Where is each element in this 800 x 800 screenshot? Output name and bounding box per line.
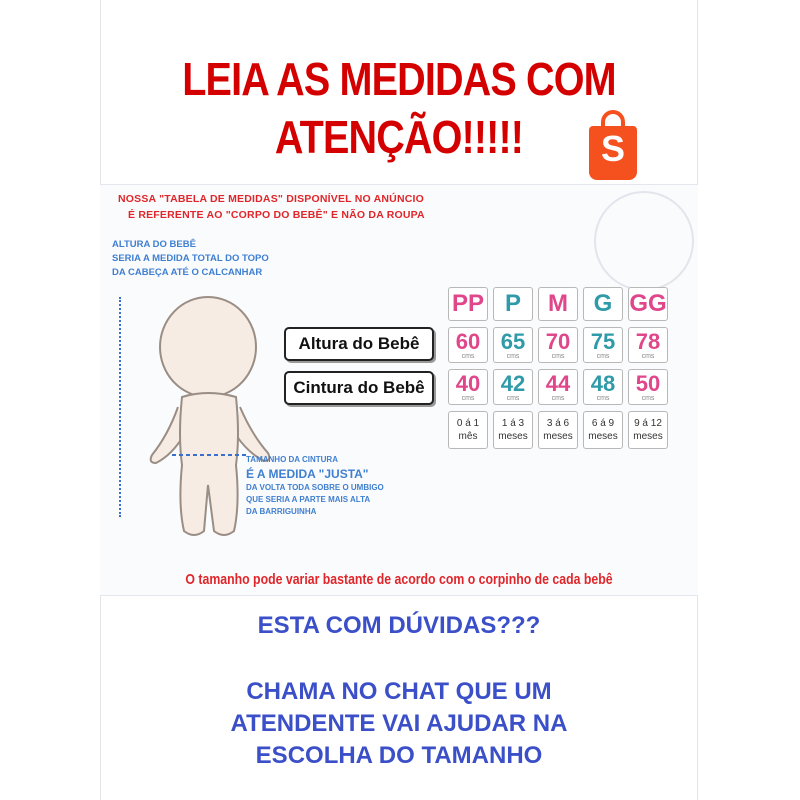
altura-number: 78 <box>635 329 661 354</box>
logo-letter: S <box>600 128 625 169</box>
size-label-p: P <box>493 287 533 321</box>
cintura-note-line-1: DA VOLTA TODA SOBRE O UMBIGO <box>246 483 384 492</box>
cintura-note-line-2: QUE SERIA A PARTE MAIS ALTA <box>246 495 371 504</box>
altura-value-p <box>493 327 533 363</box>
unit-label: cms <box>551 353 565 360</box>
top-note-line-2: É REFERENTE AO "CORPO DO BEBÊ" E NÃO DA ROUPA <box>128 209 425 221</box>
altura-note-line-3: DA CABEÇA ATÉ O CALCANHAR <box>112 267 263 278</box>
row-label-altura: Altura do Bebê <box>284 327 434 361</box>
age-line-1: 0 á 1 <box>456 418 480 429</box>
watermark-seal <box>594 191 694 291</box>
size-label-pp: PP <box>448 287 488 321</box>
age-line-1: 3 á 6 <box>546 418 570 429</box>
unit-label: cms <box>551 395 565 402</box>
age-range-pp <box>448 411 488 449</box>
cintura-value-pp <box>448 369 488 405</box>
cintura-note-title: TAMANHO DA CINTURA <box>246 455 338 464</box>
age-line-1: 1 á 3 <box>501 418 525 429</box>
unit-label: cms <box>641 395 655 402</box>
altura-number: 75 <box>590 329 616 354</box>
age-line-1: 9 á 12 <box>634 418 662 429</box>
altura-value-gg <box>628 327 668 363</box>
unit-label: cms <box>506 353 520 360</box>
cintura-number: 40 <box>455 371 481 396</box>
row-label-cintura: Cintura do Bebê <box>284 371 434 405</box>
altura-note-line-2: SERIA A MEDIDA TOTAL DO TOPO <box>112 253 269 264</box>
cintura-number: 50 <box>635 371 661 396</box>
age-line-2: meses <box>588 431 618 442</box>
headline-line-2: ATENÇÃO!!!!! <box>274 111 524 163</box>
age-range-m <box>538 411 578 449</box>
contact-line-1: CHAMA NO CHAT QUE UM <box>246 678 552 705</box>
cintura-number: 48 <box>590 371 616 396</box>
cintura-note-big: É A MEDIDA "JUSTA" <box>246 467 369 481</box>
unit-label: cms <box>596 353 610 360</box>
cintura-number: 42 <box>500 371 526 396</box>
cintura-value-p <box>493 369 533 405</box>
unit-label: cms <box>641 353 655 360</box>
unit-label: cms <box>461 395 475 402</box>
footer-note: O tamanho pode variar bastante de acordo com o corpinho de cada bebê <box>185 571 613 588</box>
unit-label: cms <box>506 395 520 402</box>
altura-number: 65 <box>500 329 526 354</box>
size-label-m: M <box>538 287 578 321</box>
altura-note-line-1: ALTURA DO BEBÊ <box>112 239 196 250</box>
altura-number: 70 <box>545 329 571 354</box>
altura-value-pp <box>448 327 488 363</box>
altura-value-g <box>583 327 623 363</box>
cintura-value-g <box>583 369 623 405</box>
unit-label: cms <box>461 353 475 360</box>
age-range-gg <box>628 411 668 449</box>
age-line-2: meses <box>633 431 663 442</box>
altura-number: 60 <box>455 329 481 354</box>
cintura-number: 44 <box>545 371 571 396</box>
size-chart-panel <box>100 184 698 596</box>
age-range-g <box>583 411 623 449</box>
headline-line-1: LEIA AS MEDIDAS COM <box>182 53 616 105</box>
contact-line-2: ATENDENTE VAI AJUDAR NA <box>230 710 568 737</box>
age-line-2: meses <box>543 431 573 442</box>
age-line-2: mês <box>458 431 478 442</box>
top-note-line-1: NOSSA "TABELA DE MEDIDAS" DISPONÍVEL NO ANÚNCIO <box>118 193 424 205</box>
question-text: ESTA COM DÚVIDAS??? <box>257 612 541 639</box>
age-line-1: 6 á 9 <box>591 418 615 429</box>
contact-line-3: ESCOLHA DO TAMANHO <box>255 742 543 769</box>
size-label-gg: GG <box>628 287 668 321</box>
unit-label: cms <box>596 395 610 402</box>
height-guide-line <box>119 297 121 517</box>
altura-value-m <box>538 327 578 363</box>
age-line-2: meses <box>498 431 528 442</box>
baby-figure-icon <box>148 285 278 545</box>
cintura-value-gg <box>628 369 668 405</box>
size-label-g: G <box>583 287 623 321</box>
cintura-note-line-3: DA BARRIGUINHA <box>246 507 317 516</box>
cintura-value-m <box>538 369 578 405</box>
age-range-p <box>493 411 533 449</box>
